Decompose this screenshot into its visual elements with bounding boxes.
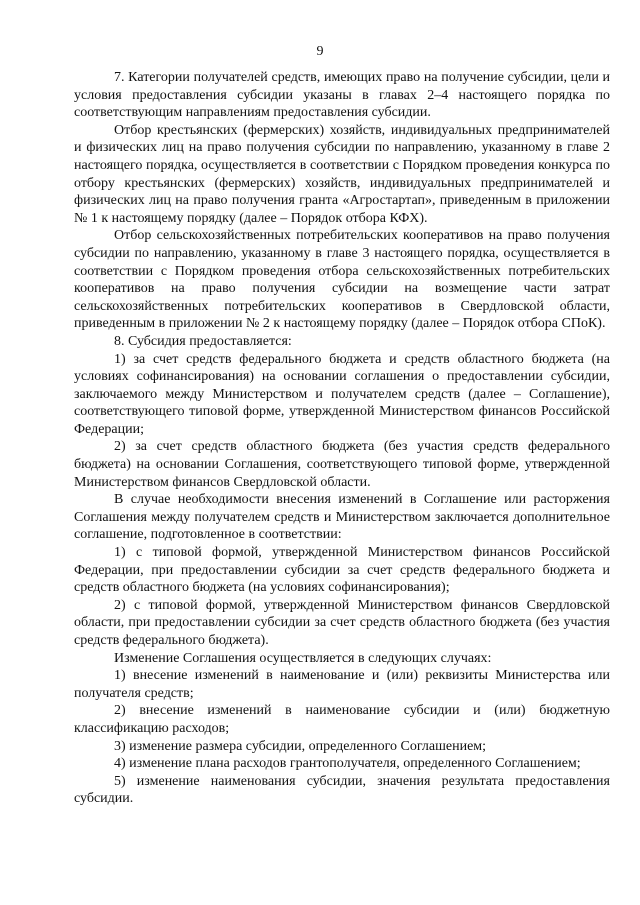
list-item-case-1: 1) внесение изменений в наименование и (или) реквизиты Министерства или получателя средств; bbox=[74, 668, 610, 701]
paragraph-subsidy-provided: 8. Субсидия предоставляется: bbox=[114, 333, 292, 349]
document-body bbox=[74, 69, 610, 808]
paragraph-kfh-selection: Отбор крестьянских (фермерских) хозяйств, индивидуальных предпринимателей и физических лиц на право получения субсидии по направлению, указанному в главе 2 настоящего порядка, осуществляется в соответствии с Порядком проведения конкурса по отбору крестьянских (фермерских) хозяйств, индивидуальных предпринимателей и физических лиц на право получения гранта «Агростартап», приведенным в приложении № 1 к настоящему порядку (далее – Порядок отбора КФХ). bbox=[74, 122, 610, 226]
paragraph-amendment-cases: Изменение Соглашения осуществляется в следующих случаях: bbox=[114, 650, 492, 666]
list-item-case-4: 4) изменение плана расходов грантополучателя, определенного Соглашением; bbox=[114, 756, 581, 772]
paragraph-amendment-procedure: В случае необходимости внесения изменений в Соглашение или расторжения Соглашения между получателем средств и Министерством заключается дополнительное соглашение, подготовленное в соответствии: bbox=[74, 492, 610, 543]
paragraph-amendment-regional-form: 2) с типовой формой, утвержденной Министерством финансов Свердловской области, при предоставлении субсидии за счет средств областного бюджета (без участия средств федерального бюджета). bbox=[74, 597, 610, 648]
paragraph-federal-cofinancing: 1) за счет средств федерального бюджета и средств областного бюджета (на условиях софинансирования) на основании соглашения о предоставлении субсидии, заключаемого между Министерством и получателем средств (далее – Соглашение), соответствующего типовой форме, утвержденной Министерством финансов Российской Федерации; bbox=[74, 351, 610, 437]
paragraph-regional-budget: 2) за счет средств областного бюджета (без участия средств федерального бюджета) на основании Соглашения, соответствующего типовой форме, утвержденной Министерством финансов Свердловской области. bbox=[74, 439, 610, 490]
list-item-case-3: 3) изменение размера субсидии, определенного Соглашением; bbox=[114, 738, 487, 754]
page-number: 9 bbox=[316, 44, 324, 59]
paragraph-spok-selection: Отбор сельскохозяйственных потребительских кооперативов на право получения субсидии по направлению, указанному в главе 3 настоящего порядка, осуществляется в соответствии с Порядком проведения отбора сельскохозяйственных потребительских кооперативов на право получения субсидии на возмещение части затрат сельскохозяйственных потребительских кооперативов в Свердловской области, приведенным в приложении № 2 к настоящему порядку (далее – Порядок отбора СПоК). bbox=[74, 228, 610, 332]
list-item-case-2: 2) внесение изменений в наименование субсидии и (или) бюджетную классификацию расходов; bbox=[74, 703, 610, 736]
list-item-case-5: 5) изменение наименования субсидии, значения результата предоставления субсидии. bbox=[74, 773, 610, 807]
paragraph-amendment-federal-form: 1) с типовой формой, утвержденной Министерством финансов Российской Федерации, при предоставлении субсидии за счет средств федерального бюджета и средств областного бюджета (на условиях софинансирования); bbox=[74, 545, 610, 596]
paragraph-recipient-categories: 7. Категории получателей средств, имеющих право на получение субсидии, цели и условия предоставления субсидии указаны в главах 2–4 настоящего порядка по соответствующим направлениям предоставления субсидии. bbox=[74, 70, 610, 121]
